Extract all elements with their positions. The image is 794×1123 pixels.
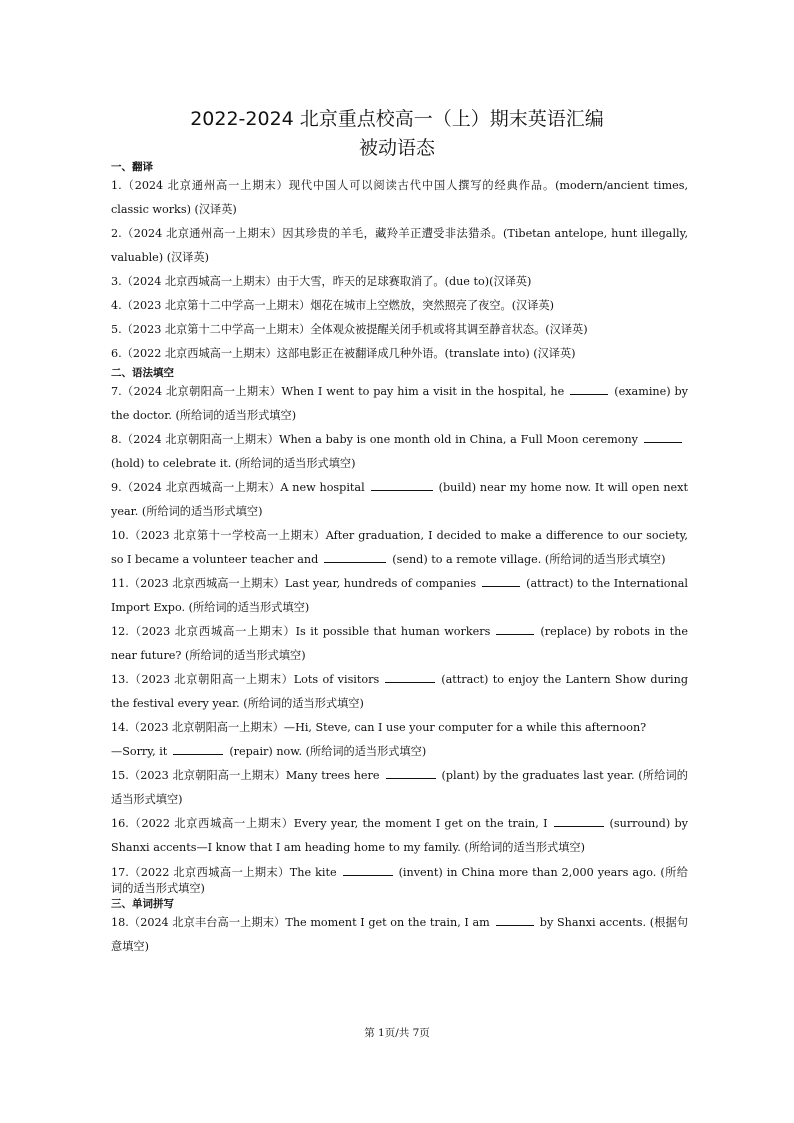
question-11-after: (attract) to the International Import Expo. (所给词的适当形式填空) — [111, 577, 688, 614]
question-12-after: (replace) by robots in the near future? (所给词的适当形式填空) — [111, 625, 689, 662]
question-17 — [111, 864, 688, 897]
question-11-before: 11.（2023 北京西城高一上期末）Last year, hundreds of companies — [111, 577, 477, 590]
question-10-before: 10.（2023 北京第十一学校高一上期末）After graduation, I decided to make a difference to our society, so I became a volunteer teacher and — [111, 529, 688, 566]
title-block — [0, 104, 794, 162]
answer-blank[interactable] — [482, 575, 520, 587]
question-content — [111, 160, 688, 959]
question-8-before: 8.（2024 北京朝阳高一上期末）When a baby is one month old in China, a Full Moon ceremony — [111, 433, 638, 446]
answer-blank[interactable] — [371, 479, 433, 491]
question-8 — [111, 428, 688, 476]
question-3: 3.（2024 北京西城高一上期末）由于大雪，昨天的足球赛取消了。(due to)(汉译英) — [111, 275, 532, 288]
answer-blank[interactable] — [496, 914, 534, 926]
question-16-before: 16.（2022 北京西城高一上期末）Every year, the moment I get on the train, I — [111, 817, 548, 830]
answer-blank[interactable] — [644, 431, 682, 443]
question-18-after: by Shanxi accents. (根据句意填空) — [111, 916, 689, 953]
question-10-after: (send) to a remote village. (所给词的适当形式填空) — [392, 553, 666, 566]
page-subtitle: 被动语态 — [358, 137, 435, 159]
question-9-after: (build) near my home now. It will open next year. (所给词的适当形式填空) — [111, 481, 688, 518]
answer-blank[interactable] — [343, 864, 393, 876]
question-4: 4.（2023 北京第十二中学高一上期末）烟花在城市上空燃放，突然照亮了夜空。(汉译英) — [111, 299, 554, 312]
answer-blank[interactable] — [570, 383, 608, 395]
question-18-before: 18.（2024 北京丰台高一上期末）The moment I get on the train, I am — [111, 916, 490, 929]
answer-blank[interactable] — [386, 767, 436, 779]
question-16 — [111, 812, 688, 860]
question-12-before: 12.（2023 北京西城高一上期末）Is it possible that human workers — [111, 625, 491, 638]
page-number-footer: 第 1页/共 7页 — [364, 1027, 430, 1039]
question-18 — [111, 911, 688, 959]
answer-blank[interactable] — [385, 671, 435, 683]
question-2: 2.（2024 北京通州高一上期末）因其珍贵的羊毛，藏羚羊正遭受非法猎杀。(Tibetan antelope, hunt illegally, valuable) (汉译英) — [111, 227, 688, 264]
question-9-before: 9.（2024 北京西城高一上期末）A new hospital — [111, 481, 365, 494]
question-14 — [111, 716, 688, 764]
question-12 — [111, 620, 688, 668]
question-6: 6.（2022 北京西城高一上期末）这部电影正在被翻译成几种外语。(translate into) (汉译英) — [111, 347, 576, 360]
question-15-before: 15.（2023 北京朝阳高一上期末）Many trees here — [111, 769, 380, 782]
answer-blank[interactable] — [173, 743, 223, 755]
question-13 — [111, 668, 688, 716]
question-10 — [111, 524, 688, 572]
question-13-before: 13.（2023 北京朝阳高一上期末）Lots of visitors — [111, 673, 380, 686]
question-1: 1.（2024 北京通州高一上期末）现代中国人可以阅读古代中国人撰写的经典作品。(modern/ancient times, classic works) (汉译英) — [111, 179, 688, 216]
question-14-after: (repair) now. (所给词的适当形式填空) — [229, 745, 427, 758]
question-5: 5.（2023 北京第十二中学高一上期末）全体观众被提醒关闭手机或将其调至静音状态。(汉译英) — [111, 323, 588, 336]
question-7 — [111, 380, 688, 428]
question-14-line1: 14.（2023 北京朝阳高一上期末）—Hi, Steve, can I use your computer for a while this afternoon? — [111, 721, 647, 734]
section-heading-grammar: 二、语法填空 — [111, 367, 174, 379]
question-11 — [111, 572, 688, 620]
question-15-after: (plant) by the graduates last year. (所给词的适当形式填空) — [111, 769, 688, 806]
question-7-after: (examine) by the doctor. (所给词的适当形式填空) — [111, 385, 688, 422]
answer-blank[interactable] — [496, 623, 534, 635]
question-8-after: (hold) to celebrate it. (所给词的适当形式填空) — [111, 457, 356, 470]
question-13-after: (attract) to enjoy the Lantern Show during the festival every year. (所给词的适当形式填空) — [111, 673, 689, 710]
question-15 — [111, 764, 688, 812]
question-14-before: —Sorry, it — [111, 745, 168, 758]
question-17-before: 17.（2022 北京西城高一上期末）The kite — [111, 866, 337, 879]
page-title: 2022-2024 北京重点校高一（上）期末英语汇编 — [190, 108, 604, 130]
question-9 — [111, 476, 688, 524]
question-16-after: (surround) by Shanxi accents—I know that I am heading home to my family. (所给词的适当形式填空) — [111, 817, 688, 854]
question-17-after: (invent) in China more than 2,000 years ago. (所给词的适当形式填空) — [111, 866, 688, 895]
question-7-before: 7.（2024 北京朝阳高一上期末）When I went to pay him a visit in the hospital, he — [111, 385, 565, 398]
answer-blank[interactable] — [554, 815, 604, 827]
section-heading-spelling: 三、单词拼写 — [111, 898, 174, 910]
answer-blank[interactable] — [324, 551, 386, 563]
section-heading-translation: 一、翻译 — [111, 161, 153, 173]
